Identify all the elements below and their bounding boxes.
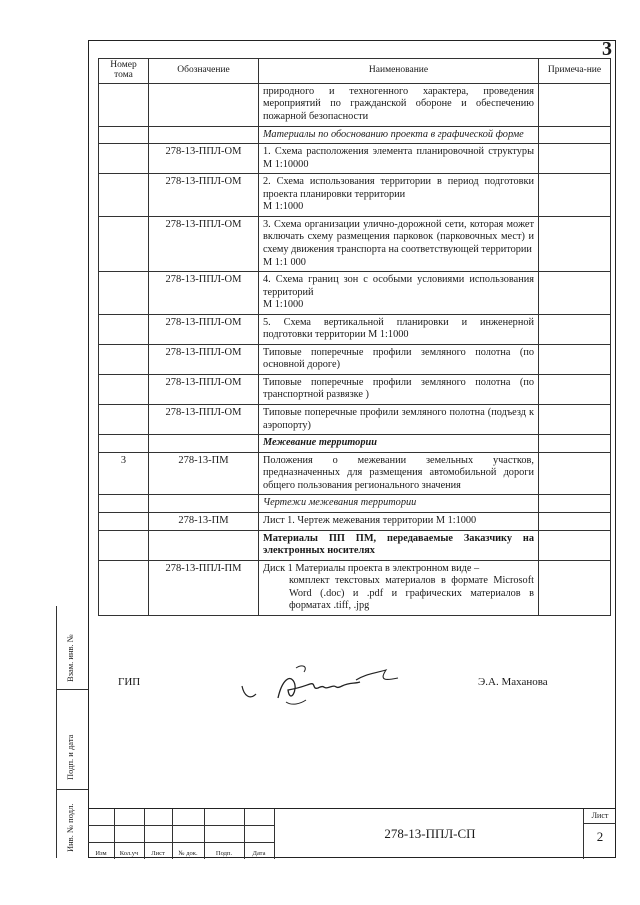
name-cell xyxy=(259,404,539,434)
name-text: Положения о межевании земельных участков, предназначенных для размещения автомобильной дороги общего пользования регионального значения xyxy=(263,454,534,491)
note-cell xyxy=(539,272,611,315)
name-cell xyxy=(259,272,539,315)
note-cell xyxy=(539,144,611,174)
code-cell: 278-13-ППЛ-ОМ xyxy=(149,216,259,271)
table-row xyxy=(99,144,611,174)
note-cell xyxy=(539,174,611,217)
header-name: Наименование xyxy=(259,59,539,84)
table-row xyxy=(99,560,611,615)
name-text: Лист 1. Чертеж межевания территории М 1:1000 xyxy=(263,514,477,526)
stamp-col xyxy=(144,809,173,859)
table-row xyxy=(99,435,611,453)
name-text: Чертежи межевания территории xyxy=(263,497,417,509)
stamp-col xyxy=(244,809,274,859)
volume-cell: 3 xyxy=(99,452,149,495)
name-text: Материалы ПП ПМ, передаваемые Заказчику на электронных носителях xyxy=(263,532,534,557)
volume-cell xyxy=(99,272,149,315)
code-cell: 278-13-ППЛ-ОМ xyxy=(149,344,259,374)
code-cell: 278-13-ПМ xyxy=(149,452,259,495)
note-cell xyxy=(539,344,611,374)
sheet-label: Лист xyxy=(584,809,616,824)
stamp-col xyxy=(204,809,245,859)
note-cell xyxy=(539,560,611,615)
stamp-col xyxy=(114,809,145,859)
volume-cell xyxy=(99,560,149,615)
name-cell xyxy=(259,435,539,453)
title-block-stamp xyxy=(88,808,616,858)
table-header-row xyxy=(99,59,611,84)
header-volume: Номер тома xyxy=(99,59,149,84)
note-cell xyxy=(539,435,611,453)
header-note: Примеча-ние xyxy=(539,59,611,84)
code-cell: 278-13-ППЛ-ОМ xyxy=(149,174,259,217)
note-cell xyxy=(539,452,611,495)
name-text: 3. Схема организации улично-дорожной сети, которая может включать схему размещения парковок (парковочных мест) и схему движения транспорта на соответствующей территории xyxy=(263,218,534,255)
stamp-col xyxy=(88,809,115,859)
name-text: природного и техногенного характера, проведения мероприятий по гражданской обороне и обеспечению пожарной безопасности xyxy=(263,85,534,123)
code-cell xyxy=(149,126,259,144)
table-row xyxy=(99,452,611,495)
sheet-number: 2 xyxy=(596,829,604,844)
composition-table xyxy=(98,58,611,616)
name-cell xyxy=(259,83,539,126)
name-cell xyxy=(259,344,539,374)
table-row xyxy=(99,314,611,344)
note-cell xyxy=(539,314,611,344)
table-row xyxy=(99,216,611,271)
name-text-continued: комплект текстовых материалов в формате Microsoft Word (.doc) и .pdf и графических материалов в форматах .tiff, .jpg xyxy=(289,575,534,612)
side-cell-inv-orig xyxy=(57,790,88,858)
table-row xyxy=(99,126,611,144)
volume-cell xyxy=(99,216,149,271)
volume-cell xyxy=(99,374,149,404)
side-label-sign-date: Подп. и дата xyxy=(65,734,75,780)
volume-cell xyxy=(99,344,149,374)
code-cell: 278-13-ППЛ-ОМ xyxy=(149,374,259,404)
name-text-continued: М 1:1000 xyxy=(263,299,304,311)
table-row xyxy=(99,272,611,315)
note-cell xyxy=(539,530,611,560)
table-row xyxy=(99,174,611,217)
note-cell xyxy=(539,495,611,513)
table-row xyxy=(99,495,611,513)
signature-image xyxy=(238,660,408,715)
name-cell xyxy=(259,174,539,217)
header-code: Обозначение xyxy=(149,59,259,84)
stamp-col-label: Подп. xyxy=(215,850,233,857)
stamp-col-label: Кол.уч xyxy=(119,850,139,857)
code-cell: 278-13-ППЛ-ОМ xyxy=(149,144,259,174)
name-cell xyxy=(259,216,539,271)
side-cell-inv-dup xyxy=(57,606,88,690)
volume-cell xyxy=(99,495,149,513)
name-text: 2. Схема использования территории в период подготовки проекта планировки территории xyxy=(263,176,534,200)
side-label-inv-orig: Инв. № подл. xyxy=(65,803,75,852)
stamp-col xyxy=(172,809,205,859)
name-text: Межевание территории xyxy=(263,437,377,449)
code-cell: 278-13-ППЛ-ОМ xyxy=(149,404,259,434)
stamp-col-label: № док. xyxy=(178,850,198,857)
name-text: Диск 1 Материалы проекта в электронном виде – xyxy=(263,562,480,574)
note-cell xyxy=(539,374,611,404)
volume-cell xyxy=(99,174,149,217)
table-row xyxy=(99,374,611,404)
volume-cell xyxy=(99,126,149,144)
code-cell: 278-13-ППЛ-ОМ xyxy=(149,314,259,344)
name-text: 1. Схема расположения элемента планировочной структуры М 1:10000 xyxy=(263,146,534,170)
name-text: Материалы по обоснованию проекта в графической форме xyxy=(263,128,524,140)
volume-cell xyxy=(99,512,149,530)
note-cell xyxy=(539,512,611,530)
volume-cell xyxy=(99,314,149,344)
stamp-col-label: Лист xyxy=(151,850,165,857)
name-cell xyxy=(259,126,539,144)
volume-cell xyxy=(99,435,149,453)
name-cell xyxy=(259,560,539,615)
name-cell xyxy=(259,314,539,344)
stamp-col-label: Дата xyxy=(252,850,266,857)
table-row xyxy=(99,83,611,126)
name-cell xyxy=(259,144,539,174)
name-text: 4. Схема границ зон с особыми условиями использования территорий xyxy=(263,274,534,298)
page-number: 3 xyxy=(602,38,612,60)
table-row xyxy=(99,512,611,530)
sheet-box xyxy=(583,809,616,859)
side-label-inv-dup: Взам. инв. № xyxy=(65,634,75,682)
code-cell: 278-13-ПМ xyxy=(149,512,259,530)
side-approval-strip xyxy=(56,606,88,858)
volume-cell xyxy=(99,404,149,434)
note-cell xyxy=(539,404,611,434)
table-row xyxy=(99,404,611,434)
note-cell xyxy=(539,83,611,126)
name-text: Типовые поперечные профили земляного полотна (подъезд к аэропорту) xyxy=(263,406,534,431)
table-row xyxy=(99,530,611,560)
note-cell xyxy=(539,216,611,271)
volume-cell xyxy=(99,83,149,126)
volume-cell xyxy=(99,530,149,560)
chief-engineer-name: Э.А. Маханова xyxy=(478,676,548,688)
code-cell: 278-13-ППЛ-ОМ xyxy=(149,272,259,315)
code-cell xyxy=(149,495,259,513)
table-row xyxy=(99,344,611,374)
name-text-continued: М 1:1 000 xyxy=(263,256,306,268)
stamp-revision-grid xyxy=(88,809,274,859)
name-text: Типовые поперечные профили земляного полотна (по транспортной развязке ) xyxy=(263,376,534,401)
name-cell xyxy=(259,374,539,404)
chief-engineer-label: ГИП xyxy=(118,676,141,688)
stamp-col-label: Изм xyxy=(95,850,107,857)
code-cell: 278-13-ППЛ-ПМ xyxy=(149,560,259,615)
name-text: 5. Схема вертикальной планировки и инженерной подготовки территории М 1:1000 xyxy=(263,316,534,341)
code-cell xyxy=(149,530,259,560)
code-cell xyxy=(149,83,259,126)
note-cell xyxy=(539,126,611,144)
name-cell xyxy=(259,530,539,560)
code-cell xyxy=(149,435,259,453)
name-cell xyxy=(259,512,539,530)
name-text: Типовые поперечные профили земляного полотна (по основной дороге) xyxy=(263,346,534,371)
name-cell xyxy=(259,495,539,513)
document-code: 278-13-ППЛ-СП xyxy=(274,809,585,859)
volume-cell xyxy=(99,144,149,174)
name-cell xyxy=(259,452,539,495)
side-cell-sign-date xyxy=(57,690,88,790)
name-text-continued: М 1:1000 xyxy=(263,201,304,213)
